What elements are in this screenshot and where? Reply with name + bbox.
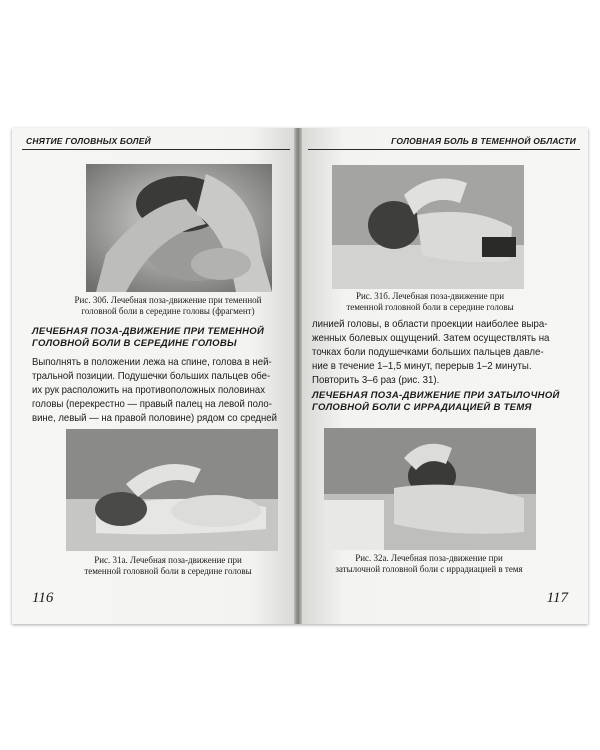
caption-line: Рис. 32а. Лечебная поза-движение при — [355, 553, 503, 563]
header-rule-right — [308, 149, 580, 150]
figure-31a-photo — [66, 429, 278, 551]
header-rule-left — [22, 149, 290, 150]
body-line: их рук расположить на противоположных половинах — [32, 385, 266, 396]
body-line: Выполнять в положении лежа на спине, голова в ней- — [32, 357, 272, 368]
page-number-right: 117 — [546, 590, 568, 606]
heading-line: ЛЕЧЕБНАЯ ПОЗА-ДВИЖЕНИЕ ПРИ ТЕМЕННОЙ — [32, 326, 265, 337]
body-line: головы (перекрестно — правый палец на левой поло- — [32, 399, 272, 410]
running-head-left: СНЯТИЕ ГОЛОВНЫХ БОЛЕЙ — [26, 136, 151, 146]
caption-line: Рис. 31а. Лечебная поза-движение при — [94, 555, 242, 565]
caption-line: затылочной головной боли с иррадиацией в темя — [335, 564, 523, 574]
figure-32a-caption — [304, 553, 554, 575]
figure-31b-photo — [332, 165, 524, 289]
body-text-left — [32, 356, 277, 426]
heading-line: ЛЕЧЕБНАЯ ПОЗА-ДВИЖЕНИЕ ПРИ ЗАТЫЛОЧНОЙ — [312, 390, 560, 401]
running-head-right: ГОЛОВНАЯ БОЛЬ В ТЕМЕННОЙ ОБЛАСТИ — [391, 136, 576, 146]
page-number-left: 116 — [32, 590, 54, 606]
body-line: точках боли подушечками больших пальцев давле- — [312, 347, 544, 358]
figure-32a-photo — [324, 428, 536, 550]
open-book-spread — [12, 128, 588, 624]
figure-31a-caption — [52, 555, 284, 577]
body-text-right — [312, 318, 549, 388]
caption-line: головной боли в середине головы (фрагмент) — [81, 306, 255, 316]
body-line: линией головы, в области проекции наиболее выра- — [312, 319, 548, 330]
body-line: Повторить 3–6 раз (рис. 31). — [312, 375, 440, 386]
caption-line: теменной головной боли в середине головы — [84, 566, 252, 576]
figure-30b-photo — [86, 164, 272, 292]
caption-line: теменной головной боли в середине головы — [346, 302, 514, 312]
section-heading-right — [312, 390, 560, 414]
caption-line: Рис. 31б. Лечебная поза-движение при — [355, 291, 505, 301]
book-gutter — [294, 128, 302, 624]
body-line: ние в течение 1–1,5 минут, перерыв 1–2 минуты. — [312, 361, 532, 372]
heading-line: ГОЛОВНОЙ БОЛИ В СЕРЕДИНЕ ГОЛОВЫ — [32, 338, 237, 349]
figure-31b-caption — [310, 291, 550, 313]
right-page — [302, 128, 588, 624]
heading-line: ГОЛОВНОЙ БОЛИ С ИРРАДИАЦИЕЙ В ТЕМЯ — [312, 402, 532, 413]
body-line: тральной позиции. Подушечки больших пальцев обе- — [32, 371, 271, 382]
figure-30b-caption — [52, 295, 284, 317]
body-line: женных болевых ощущений. Затем осуществлять на — [312, 333, 550, 344]
body-line: вине, левый — на правой половине) рядом со средней — [32, 413, 277, 424]
left-page — [12, 128, 294, 624]
section-heading-left — [32, 326, 264, 350]
caption-line: Рис. 30б. Лечебная поза-движение при теменной — [74, 295, 262, 305]
